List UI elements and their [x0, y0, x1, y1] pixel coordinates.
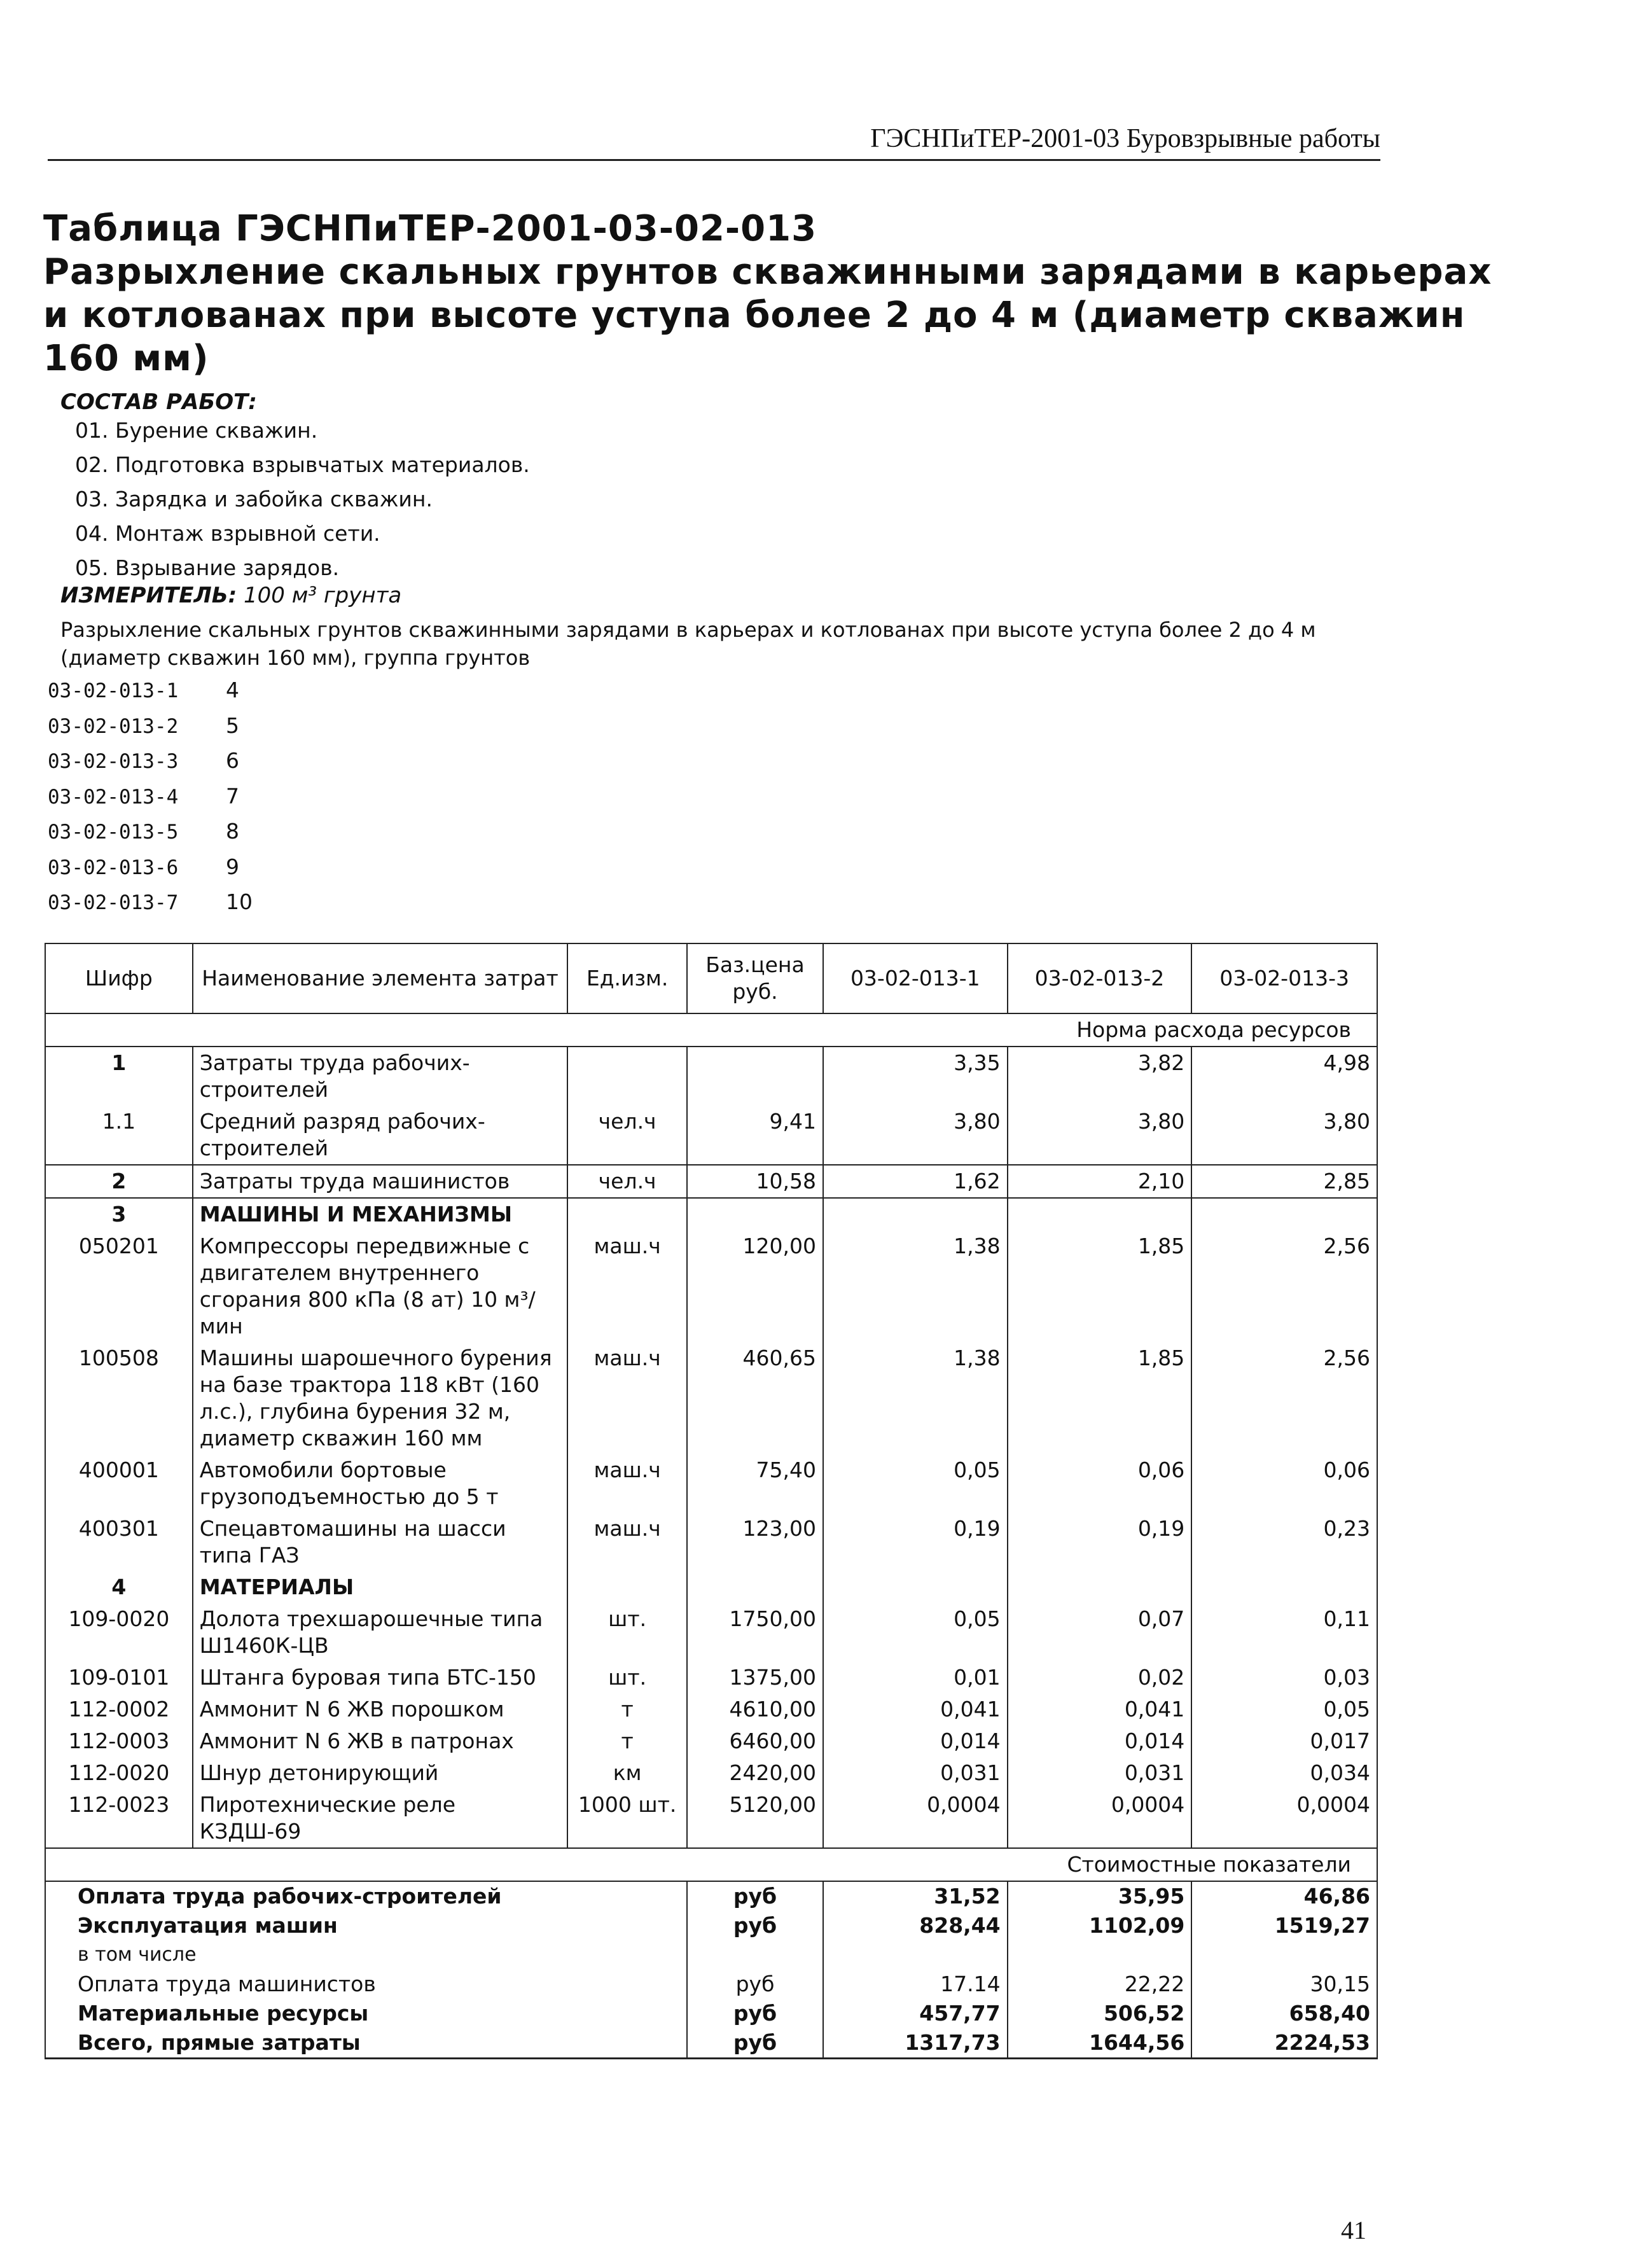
- row-code: 4: [45, 1571, 193, 1603]
- row-name: Машины шарошечного бурения на базе трактора 118 кВт (160 л.с.), глубина бурения 32 м, диаметр скважин 160 мм: [193, 1342, 567, 1454]
- code-group: 7: [226, 783, 239, 809]
- row-name: Средний разряд рабочих-строителей: [193, 1106, 567, 1165]
- table-row: [45, 1662, 1377, 1694]
- cost-name: Эксплуатация машин: [45, 1911, 687, 1940]
- row-unit: маш.ч: [567, 1513, 687, 1571]
- row-name: Компрессоры передвижные с двигателем внутреннего сгорания 800 кПа (8 ат) 10 м³/мин: [193, 1230, 567, 1342]
- row-name: МАШИНЫ И МЕХАНИЗМЫ: [193, 1198, 567, 1230]
- row-unit: [567, 1047, 687, 1106]
- row-value-2: 1,85: [1008, 1230, 1192, 1342]
- code-value: 03-02-013-6: [48, 856, 179, 879]
- row-unit: [567, 1571, 687, 1603]
- row-value-2: 3,82: [1008, 1047, 1192, 1106]
- row-unit: маш.ч: [567, 1230, 687, 1342]
- row-value-2: 0,06: [1008, 1454, 1192, 1513]
- code-group: 5: [226, 713, 239, 738]
- table-title: [43, 207, 1492, 380]
- cost-value-1: 31,52: [823, 1881, 1008, 1911]
- row-code: 112-0020: [45, 1757, 193, 1789]
- row-base-price: 2420,00: [687, 1757, 823, 1789]
- code-row: [48, 673, 253, 709]
- code-row: [48, 709, 253, 744]
- cost-name: Материальные ресурсы: [45, 1999, 687, 2028]
- row-unit: шт.: [567, 1662, 687, 1694]
- title-line: Разрыхление скальных грунтов скважинными зарядами в карьерах: [43, 251, 1492, 293]
- row-value-1: 0,19: [823, 1513, 1008, 1571]
- row-name: Аммонит N 6 ЖВ порошком: [193, 1694, 567, 1725]
- table-row: [45, 1198, 1377, 1230]
- row-base-price: 1750,00: [687, 1603, 823, 1662]
- row-unit: шт.: [567, 1603, 687, 1662]
- table-row: [45, 1571, 1377, 1603]
- cost-row: [45, 1881, 1377, 1911]
- cost-name: Всего, прямые затраты: [45, 2028, 687, 2059]
- row-value-1: 0,05: [823, 1454, 1008, 1513]
- code-value: 03-02-013-4: [48, 785, 179, 809]
- row-value-3: 0,05: [1191, 1694, 1377, 1725]
- row-base-price: 1375,00: [687, 1662, 823, 1694]
- cost-value-3: 46,86: [1191, 1881, 1377, 1911]
- cost-value-2: 506,52: [1008, 1999, 1192, 2028]
- work-item: 02. Подготовка взрывчатых материалов.: [75, 452, 530, 477]
- row-code: 400001: [45, 1454, 193, 1513]
- row-value-1: 0,014: [823, 1725, 1008, 1757]
- row-value-1: 1,38: [823, 1342, 1008, 1454]
- row-value-3: 2,56: [1191, 1342, 1377, 1454]
- row-value-3: 2,85: [1191, 1165, 1377, 1198]
- table-row: [45, 1047, 1377, 1106]
- row-value-3: 0,23: [1191, 1513, 1377, 1571]
- row-value-1: 1,38: [823, 1230, 1008, 1342]
- code-row: [48, 885, 253, 921]
- row-base-price: 5120,00: [687, 1789, 823, 1848]
- code-value: 03-02-013-7: [48, 891, 179, 914]
- cost-name: Оплата труда рабочих-строителей: [45, 1881, 687, 1911]
- row-value-1: 3,80: [823, 1106, 1008, 1165]
- code-value: 03-02-013-2: [48, 714, 179, 738]
- column-header: Наименование элемента затрат: [193, 943, 567, 1013]
- row-name: Затраты труда рабочих-строителей: [193, 1047, 567, 1106]
- row-code: 1: [45, 1047, 193, 1106]
- row-base-price: 120,00: [687, 1230, 823, 1342]
- row-value-3: 0,03: [1191, 1662, 1377, 1694]
- table-row: [45, 1342, 1377, 1454]
- resource-table: [45, 943, 1378, 2059]
- row-name: Штанга буровая типа БТС-150: [193, 1662, 567, 1694]
- norm-band-label: Норма расхода ресурсов: [45, 1013, 1377, 1047]
- code-value: 03-02-013-3: [48, 750, 179, 773]
- row-value-3: 0,11: [1191, 1603, 1377, 1662]
- row-base-price: 4610,00: [687, 1694, 823, 1725]
- row-unit: [567, 1198, 687, 1230]
- cost-name: Оплата труда машинистов: [45, 1970, 687, 1999]
- cost-value-2: 1102,09: [1008, 1911, 1192, 1940]
- row-name: Долота трехшарошечные типа Ш1460К-ЦВ: [193, 1603, 567, 1662]
- row-unit: маш.ч: [567, 1454, 687, 1513]
- row-value-2: 0,014: [1008, 1725, 1192, 1757]
- cost-value-3: 2224,53: [1191, 2028, 1377, 2059]
- row-code: 112-0023: [45, 1789, 193, 1848]
- cost-unit: руб: [687, 1999, 823, 2028]
- cost-value-1: 457,77: [823, 1999, 1008, 2028]
- row-unit: чел.ч: [567, 1165, 687, 1198]
- row-unit: км: [567, 1757, 687, 1789]
- code-row: [48, 814, 253, 850]
- cost-row: [45, 2028, 1377, 2059]
- cost-unit: [687, 1940, 823, 1970]
- header-row: [45, 943, 1377, 1013]
- row-base-price: 9,41: [687, 1106, 823, 1165]
- cost-band-row: [45, 1848, 1377, 1881]
- row-value-3: 0,0004: [1191, 1789, 1377, 1848]
- table-description: Разрыхление скальных грунтов скважинными зарядами в карьерах и котлованах при высоте уступа более 2 до 4 м (диаметр скважин 160 мм), группа грунтов: [60, 618, 1316, 670]
- row-value-1: 3,35: [823, 1047, 1008, 1106]
- row-base-price: [687, 1571, 823, 1603]
- row-value-3: [1191, 1198, 1377, 1230]
- column-header: Шифр: [45, 943, 193, 1013]
- row-value-2: 0,041: [1008, 1694, 1192, 1725]
- row-name: Спецавтомашины на шасси типа ГАЗ: [193, 1513, 567, 1571]
- table-row: [45, 1603, 1377, 1662]
- measure-label: ИЗМЕРИТЕЛЬ:: [60, 583, 237, 608]
- work-item: 01. Бурение скважин.: [75, 418, 318, 443]
- cost-value-2: 1644,56: [1008, 2028, 1192, 2059]
- running-title: ГЭСНПиТЕР-2001-03 Буровзрывные работы: [870, 124, 1380, 153]
- row-value-1: [823, 1571, 1008, 1603]
- table-row: [45, 1230, 1377, 1342]
- code-value: 03-02-013-5: [48, 821, 179, 844]
- works-list: [75, 414, 530, 585]
- cost-value-2: 22,22: [1008, 1970, 1192, 1999]
- column-header: Ед.изм.: [567, 943, 687, 1013]
- code-group: 10: [226, 889, 253, 914]
- cost-unit: руб: [687, 1911, 823, 1940]
- code-group: 6: [226, 748, 239, 773]
- table-row: [45, 1694, 1377, 1725]
- row-name: Затраты труда машинистов: [193, 1165, 567, 1198]
- column-header: 03-02-013-2: [1008, 943, 1192, 1013]
- row-code: 112-0002: [45, 1694, 193, 1725]
- code-value: 03-02-013-1: [48, 679, 179, 702]
- row-value-2: 0,031: [1008, 1757, 1192, 1789]
- cost-value-3: 1519,27: [1191, 1911, 1377, 1940]
- row-value-3: 0,034: [1191, 1757, 1377, 1789]
- measure-unit: [60, 583, 401, 608]
- column-header: Баз.цена руб.: [687, 943, 823, 1013]
- row-value-3: 4,98: [1191, 1047, 1377, 1106]
- row-code: 109-0101: [45, 1662, 193, 1694]
- title-line: 160 мм): [43, 338, 209, 379]
- row-value-1: 0,0004: [823, 1789, 1008, 1848]
- cost-value-3: 658,40: [1191, 1999, 1377, 2028]
- row-value-3: 0,06: [1191, 1454, 1377, 1513]
- row-value-2: 0,0004: [1008, 1789, 1192, 1848]
- row-value-2: 0,19: [1008, 1513, 1192, 1571]
- row-value-2: 0,02: [1008, 1662, 1192, 1694]
- cost-name: в том числе: [45, 1940, 687, 1970]
- code-row: [48, 850, 253, 886]
- row-value-2: 2,10: [1008, 1165, 1192, 1198]
- row-value-2: 1,85: [1008, 1342, 1192, 1454]
- title-line: и котлованах при высоте уступа более 2 до 4 м (диаметр скважин: [43, 295, 1466, 336]
- row-value-2: [1008, 1198, 1192, 1230]
- row-name: Автомобили бортовые грузоподъемностью до 5 т: [193, 1454, 567, 1513]
- row-value-1: 0,01: [823, 1662, 1008, 1694]
- row-base-price: 10,58: [687, 1165, 823, 1198]
- row-value-2: 3,80: [1008, 1106, 1192, 1165]
- row-base-price: 6460,00: [687, 1725, 823, 1757]
- cost-value-2: [1008, 1940, 1192, 1970]
- row-code: 109-0020: [45, 1603, 193, 1662]
- code-group: 9: [226, 854, 239, 879]
- row-unit: 1000 шт.: [567, 1789, 687, 1848]
- row-value-3: 0,017: [1191, 1725, 1377, 1757]
- cost-value-1: [823, 1940, 1008, 1970]
- table-row: [45, 1106, 1377, 1165]
- code-group: 4: [226, 678, 239, 702]
- row-base-price: [687, 1047, 823, 1106]
- row-value-1: 1,62: [823, 1165, 1008, 1198]
- work-item: 03. Зарядка и забойка скважин.: [75, 487, 433, 511]
- table-row: [45, 1725, 1377, 1757]
- cost-value-1: 1317,73: [823, 2028, 1008, 2059]
- page-header: [48, 118, 1380, 161]
- table-row: [45, 1454, 1377, 1513]
- row-value-1: [823, 1198, 1008, 1230]
- row-value-1: 0,05: [823, 1603, 1008, 1662]
- table-row: [45, 1165, 1377, 1198]
- work-item: 05. Взрывание зарядов.: [75, 555, 340, 580]
- measure-value: 100 м³ грунта: [244, 583, 402, 608]
- cost-row: [45, 1911, 1377, 1940]
- table-row: [45, 1757, 1377, 1789]
- code-row: [48, 779, 253, 815]
- column-header: 03-02-013-1: [823, 943, 1008, 1013]
- row-code: 2: [45, 1165, 193, 1198]
- cost-value-3: 30,15: [1191, 1970, 1377, 1999]
- row-unit: т: [567, 1694, 687, 1725]
- row-base-price: 123,00: [687, 1513, 823, 1571]
- row-value-2: 0,07: [1008, 1603, 1192, 1662]
- cost-row: [45, 1999, 1377, 2028]
- row-value-3: 3,80: [1191, 1106, 1377, 1165]
- row-name: Аммонит N 6 ЖВ в патронах: [193, 1725, 567, 1757]
- table-row: [45, 1789, 1377, 1848]
- row-code: 400301: [45, 1513, 193, 1571]
- page-number: 41: [1341, 2216, 1366, 2244]
- row-name: Шнур детонирующий: [193, 1757, 567, 1789]
- row-name: Пиротехнические реле КЗДШ-69: [193, 1789, 567, 1848]
- row-code: 3: [45, 1198, 193, 1230]
- code-list: [48, 673, 253, 921]
- works-label: СОСТАВ РАБОТ:: [60, 389, 257, 415]
- cost-value-3: [1191, 1940, 1377, 1970]
- row-value-1: 0,041: [823, 1694, 1008, 1725]
- cost-unit: руб: [687, 1970, 823, 1999]
- row-base-price: [687, 1198, 823, 1230]
- row-unit: т: [567, 1725, 687, 1757]
- row-value-3: 2,56: [1191, 1230, 1377, 1342]
- row-value-3: [1191, 1571, 1377, 1603]
- row-value-2: [1008, 1571, 1192, 1603]
- cost-row: [45, 1940, 1377, 1970]
- norm-band-row: [45, 1013, 1377, 1047]
- code-row: [48, 744, 253, 779]
- cost-value-1: 17.14: [823, 1970, 1008, 1999]
- table-row: [45, 1513, 1377, 1571]
- row-code: 1.1: [45, 1106, 193, 1165]
- row-code: 050201: [45, 1230, 193, 1342]
- cost-unit: руб: [687, 1881, 823, 1911]
- column-header: 03-02-013-3: [1191, 943, 1377, 1013]
- row-unit: чел.ч: [567, 1106, 687, 1165]
- work-item: 04. Монтаж взрывной сети.: [75, 521, 380, 546]
- row-base-price: 460,65: [687, 1342, 823, 1454]
- cost-value-2: 35,95: [1008, 1881, 1192, 1911]
- cost-unit: руб: [687, 2028, 823, 2059]
- row-code: 112-0003: [45, 1725, 193, 1757]
- row-unit: маш.ч: [567, 1342, 687, 1454]
- row-name: МАТЕРИАЛЫ: [193, 1571, 567, 1603]
- cost-band-label: Стоимостные показатели: [45, 1848, 1377, 1881]
- cost-value-1: 828,44: [823, 1911, 1008, 1940]
- code-group: 8: [226, 819, 239, 844]
- row-base-price: 75,40: [687, 1454, 823, 1513]
- row-value-1: 0,031: [823, 1757, 1008, 1789]
- cost-row: [45, 1970, 1377, 1999]
- row-code: 100508: [45, 1342, 193, 1454]
- title-line: Таблица ГЭСНПиТЕР-2001-03-02-013: [43, 208, 817, 249]
